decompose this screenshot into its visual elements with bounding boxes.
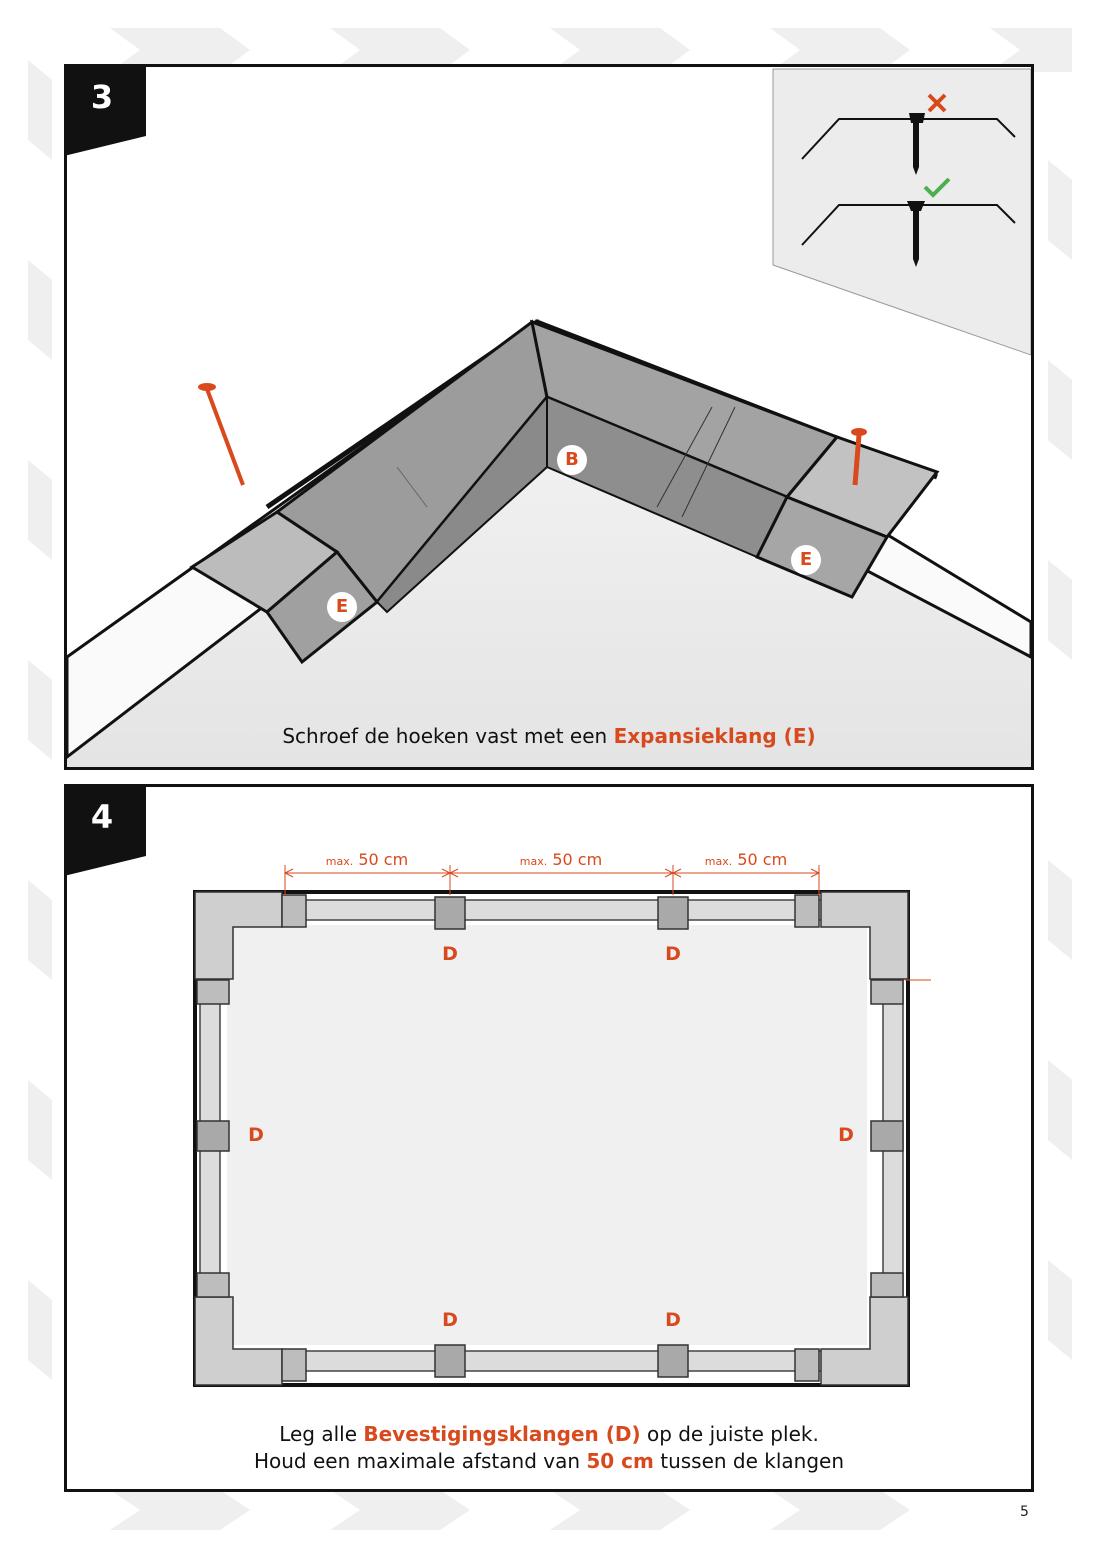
caption-line-2 [67,1448,1031,1475]
label-d: D [838,1124,854,1146]
caption-text: tussen de klangen [653,1449,845,1473]
label-e-right: E [791,545,821,575]
caption-text: Houd een maximale afstand van [253,1449,587,1473]
caption-highlight: Bevestigingsklangen (D) [363,1422,641,1446]
caption-text: Schroef de hoeken vast met een [282,724,614,748]
label-d: D [665,943,681,965]
label-d: D [665,1309,681,1331]
step-badge [64,64,146,156]
label-e-left: E [327,592,357,622]
caption-text: op de juiste plek. [640,1422,819,1446]
dimension-label [486,850,636,869]
screw-depth-inset [773,69,1031,355]
step-4-panel [64,784,1034,1492]
clamp-d [658,1345,688,1377]
step-3-panel [64,64,1034,770]
step-3-caption [67,723,1031,750]
step-number: 3 [90,78,114,116]
caption-highlight: 50 cm [586,1449,654,1473]
label-d: D [442,1309,458,1331]
step-4-caption [67,1421,1031,1475]
clamp-d [435,1345,465,1377]
label-d: D [442,943,458,965]
clamp-d [658,897,688,929]
clamp-d [197,1121,229,1151]
step-number: 4 [90,798,114,836]
page-number: 5 [1020,1504,1029,1520]
clamp-d [435,897,465,929]
dimension-prefix: max. [519,855,548,868]
dimension-value: 50 cm [552,850,603,869]
label-b: B [557,445,587,475]
caption-highlight: Expansieklang (E) [613,724,816,748]
dimension-value: 50 cm [737,850,788,869]
dimension-prefix: max. [704,855,733,868]
screw-left [198,383,243,485]
label-d: D [248,1124,264,1146]
corner-assembly-illustration [67,67,1031,767]
dimension-prefix: max. [325,855,354,868]
dimension-label [671,850,821,869]
caption-line-1 [67,1421,1031,1448]
step-badge [64,784,146,876]
dimension-label [292,850,442,869]
frame-layout-illustration [67,787,1031,1489]
clamp-d [871,1121,903,1151]
dimension-value: 50 cm [358,850,409,869]
caption-text: Leg alle [279,1422,364,1446]
